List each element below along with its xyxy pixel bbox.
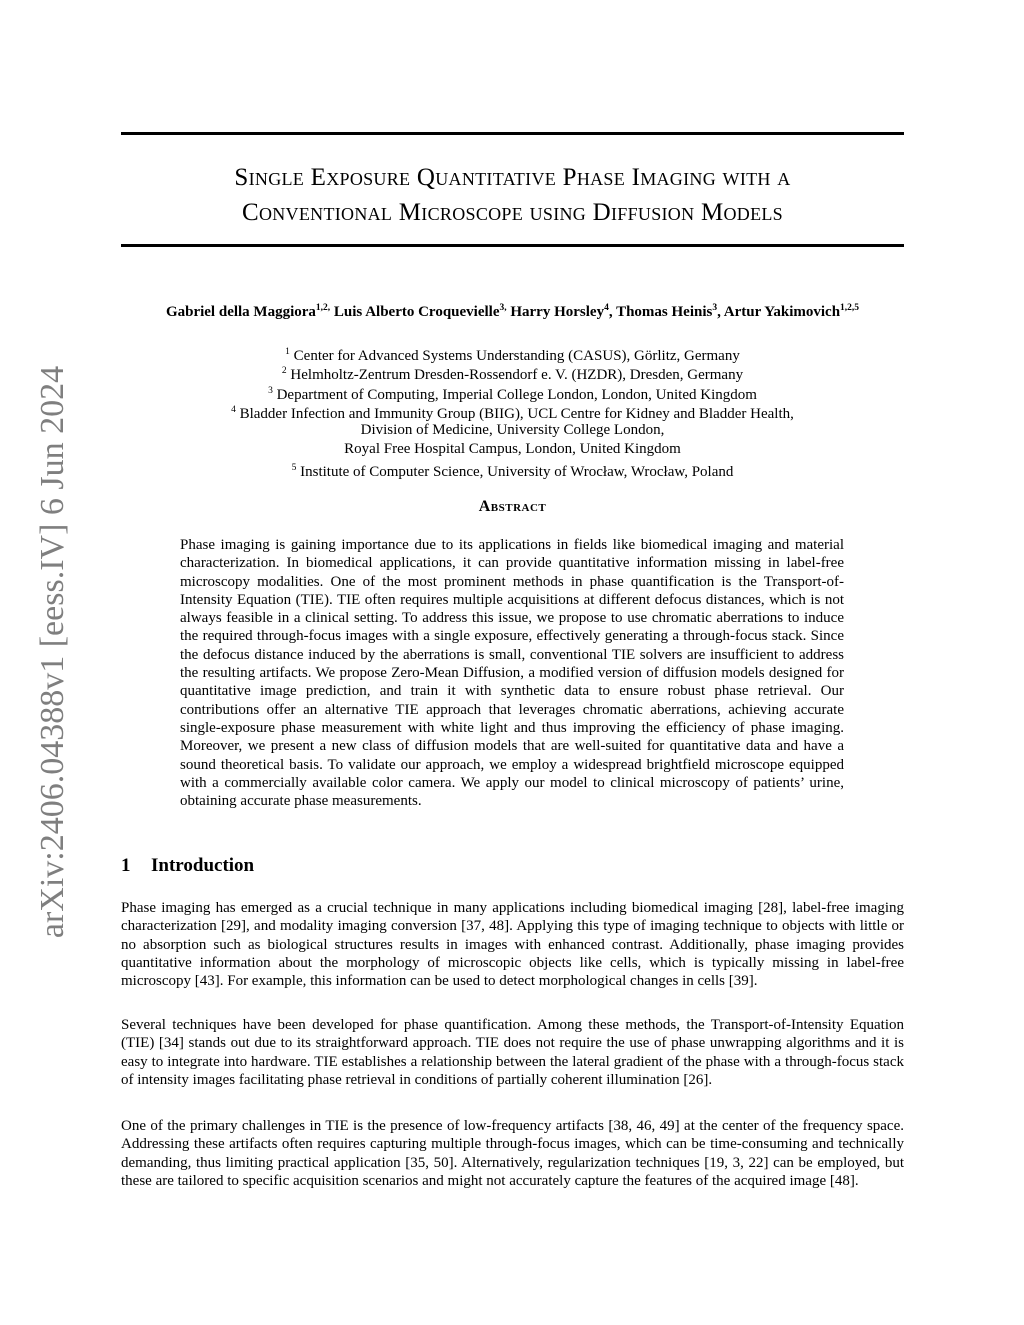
affiliation-line [121, 421, 904, 440]
author-list [100, 303, 925, 321]
section-heading [121, 855, 254, 877]
author-name: Artur Yakimovich [723, 304, 841, 320]
title-rule-bottom [121, 244, 904, 247]
section-number: 1 [121, 855, 131, 876]
arxiv-stamp: arXiv:2406.04388v1 [eess.IV] 6 Jun 2024 [34, 365, 71, 939]
affiliation-line [121, 459, 904, 482]
affiliation-line [121, 440, 904, 459]
author-name: Gabriel della Maggiora [165, 304, 316, 320]
paper-title-line-1: Single Exposure Quantitative Phase Imaging with a [234, 164, 791, 191]
affiliation-number: 4 [231, 405, 236, 415]
author-affiliation-marks: 4 [604, 303, 609, 313]
author-name: Luis Alberto Croquevielle [333, 304, 500, 320]
affiliation-text: Institute of Computer Science, University of Wrocław, Wrocław, Poland [300, 464, 734, 480]
affiliation-text: Division of Medicine, University College London, [360, 422, 665, 438]
abstract-text: Phase imaging is gaining importance due to its applications in fields like biomedical imaging and material characterization. In biomedical applications, it can provide quantitative information missing in label-free microscopy modalities. One of the most prominent methods in phase quantification is the Transport-of-Intensity Equation (TIE). TIE often requires multiple acquisitions at different defocus distances, which is not always feasible in a clinical setting. To address this issue, we propose to use chromatic aberrations to induce the required through-focus images with a single exposure, effectively generating a through-focus stack. Since the defocus distance induced by the aberrations is small, conventional TIE solvers are insufficient to address the resulting artifacts. We propose Zero-Mean Diffusion, a modified version of diffusion models designed for quantitative image prediction, and train it with synthetic data to ensure robust phase retrieval. Our contributions offer an alternative TIE approach that leverages chromatic aberrations, achieving accurate single-exposure phase measurement with white light and thus improving the efficiency of phase imaging. Moreover, we present a new class of diffusion models that are well-suited for quantitative data and have a sound theoretical basis. To validate our approach, we employ a widespread brightfield microscope equipped with a commercially available color camera. We apply our model to clinical microscopy of patients’ urine, obtaining accurate phase measurements. [180, 537, 844, 810]
author-affiliation-marks: 3, [499, 303, 507, 313]
author-affiliation-marks: 1,2, [315, 303, 331, 313]
affiliation-text: Department of Computing, Imperial College London, London, United Kingdom [276, 387, 757, 403]
author-name: Thomas Heinis [616, 304, 713, 320]
affiliation-number: 3 [268, 386, 273, 396]
affiliation-text: Helmholtz-Zentrum Dresden-Rossendorf e. V. (HZDR), Dresden, Germany [290, 367, 744, 383]
body-paragraph: Several techniques have been developed for phase quantification. Among these methods, the Transport-of-Intensity Equation (TIE) [34] stands out due to its straightforward approach. TIE does not require the use of phase unwrapping algorithms and it is easy to integrate into hardware. TIE establishes a relationship between the lateral gradient of the phase with a through-focus stack of intensity images facilitating phase retrieval in conditions of partially coherent illumination [26]. [121, 1017, 904, 1088]
title-rule-top [121, 132, 904, 135]
affiliation-number: 1 [285, 347, 290, 357]
abstract-heading: Abstract [478, 498, 547, 515]
section-title: Introduction [151, 855, 255, 876]
affiliation-number: 5 [291, 463, 297, 473]
affiliation-text: Bladder Infection and Immunity Group (BIIG), UCL Centre for Kidney and Bladder Health, [239, 406, 794, 422]
affiliation-number: 2 [281, 366, 287, 376]
author-name: Harry Horsley [510, 304, 605, 320]
author-separator: , [717, 304, 721, 320]
body-paragraph: One of the primary challenges in TIE is the presence of low-frequency artifacts [38, 46, 49] at the center of the frequency space. Addressing these artifacts often requires capturing multiple through-focus images, which can be time-consuming and technically demanding, thus limiting practical application [35, 50]. Alternatively, regularization techniques [19, 3, 22] can be employed, but these are tailored to specific acquisition scenarios and might not accurately capture the features of the acquired image [48]. [121, 1118, 904, 1189]
author-separator: , [608, 304, 613, 320]
body-paragraph: Phase imaging has emerged as a crucial technique in many applications including biomedical imaging [28], label-free imaging characterization [29], and modality imaging conversion [37, 48]. Applying this type of imaging technique to objects with little or no absorption such as biological structures results in images with enhanced contrast. Additionally, phase imaging provides quantitative information about the morphology of microscopic objects like cells, which is typically missing in label-free microscopy [43]. For example, this information can be used to detect morphological changes in cells [39]. [121, 900, 904, 990]
paper-title-line-2: Conventional Microscope using Diffusion Models [241, 199, 783, 226]
author-affiliation-marks: 3 [712, 303, 718, 313]
affiliation-text: Center for Advanced Systems Understanding (CASUS), Görlitz, Germany [293, 348, 740, 364]
affiliation-text: Royal Free Hospital Campus, London, United Kingdom [344, 441, 681, 457]
author-affiliation-marks: 1,2,5 [840, 303, 860, 313]
